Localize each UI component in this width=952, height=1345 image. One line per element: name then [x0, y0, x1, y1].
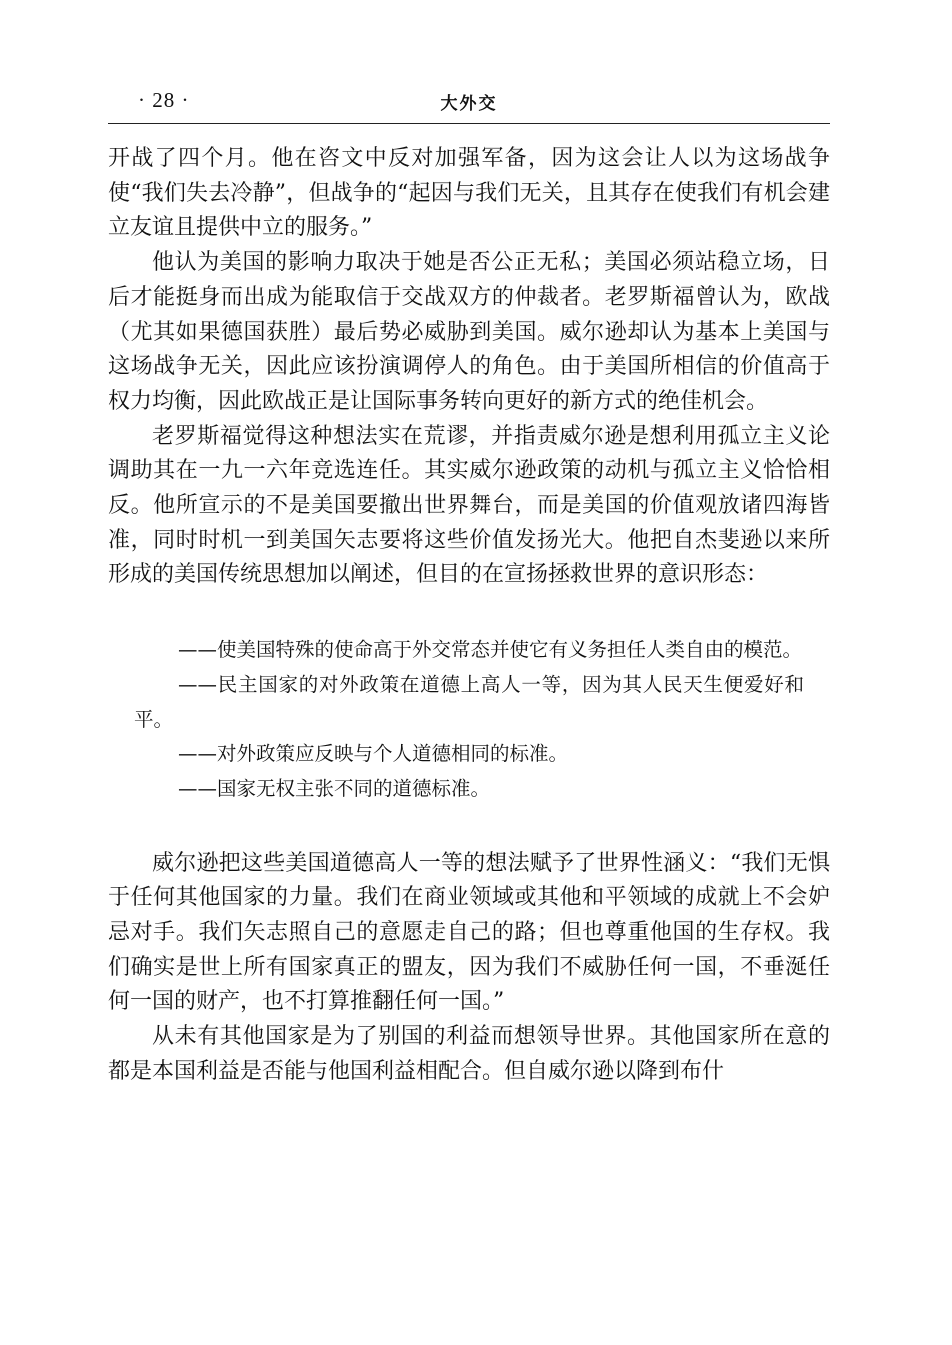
spacer [108, 593, 830, 633]
quote-item: ——使美国特殊的使命高于外交常态并使它有义务担任人类自由的模范。 [178, 638, 803, 662]
paragraph: 老罗斯福觉得这种想法实在荒谬，并指责威尔逊是想利用孤立主义论调助其在一九一六年竞选连任。其实威尔逊政策的动机与孤立主义恰恰相反。他所宣示的不是美国要撤出世界舞台，而是美国的价值观放诸四海皆准，同时时机一到美国矢志要将这些价值发扬光大。他把自杰斐逊以来所形成的美国传统思想加以阐述，但目的在宣扬拯救世界的意识形态： [108, 423, 830, 588]
quote-item: ——民主国家的对外政策在道德上高人一等，因为其人民天生便爱好和平。 [134, 672, 804, 731]
quote-item: ——国家无权主张不同的道德标准。 [178, 776, 491, 800]
block-quote [108, 633, 830, 807]
running-title: 大外交 [440, 94, 498, 114]
paragraph: 威尔逊把这些美国道德高人一等的想法赋予了世界性涵义：“我们无惧于任何其他国家的力量。我们在商业领域或其他和平领域的成就上不会妒忌对手。我们矢志照自己的意愿走自己的路；但也尊重他国的生存权。我们确实是世上所有国家真正的盟友，因为我们不威胁任何一国，不垂涎任何一国的财产，也不打算推翻任何一国。” [108, 850, 830, 1015]
header-rule [108, 123, 830, 124]
paragraph: 从未有其他国家是为了别国的利益而想领导世界。其他国家所在意的都是本国利益是否能与他国利益相配合。但自威尔逊以降到布什 [108, 1024, 830, 1084]
paragraph: 开战了四个月。他在咨文中反对加强军备，因为这会让人以为这场战争使“我们失去冷静”，但战争的“起因与我们无关，且其存在使我们有机会建立友谊且提供中立的服务。” [108, 146, 830, 241]
quote-item: ——对外政策应反映与个人道德相同的标准。 [178, 742, 569, 766]
page-header [108, 88, 830, 118]
page-number: · 28 · [138, 88, 190, 112]
spacer [108, 807, 830, 847]
paragraph: 他认为美国的影响力取决于她是否公正无私；美国必须站稳立场，日后才能挺身而出成为能取信于交战双方的仲裁者。老罗斯福曾认为，欧战（尤其如果德国获胜）最后势必威胁到美国。威尔逊却认为基本上美国与这场战争无关，因此应该扮演调停人的角色。由于美国所相信的价值高于权力均衡，因此欧战正是让国际事务转向更好的新方式的绝佳机会。 [108, 250, 830, 414]
page-body [108, 142, 830, 1090]
